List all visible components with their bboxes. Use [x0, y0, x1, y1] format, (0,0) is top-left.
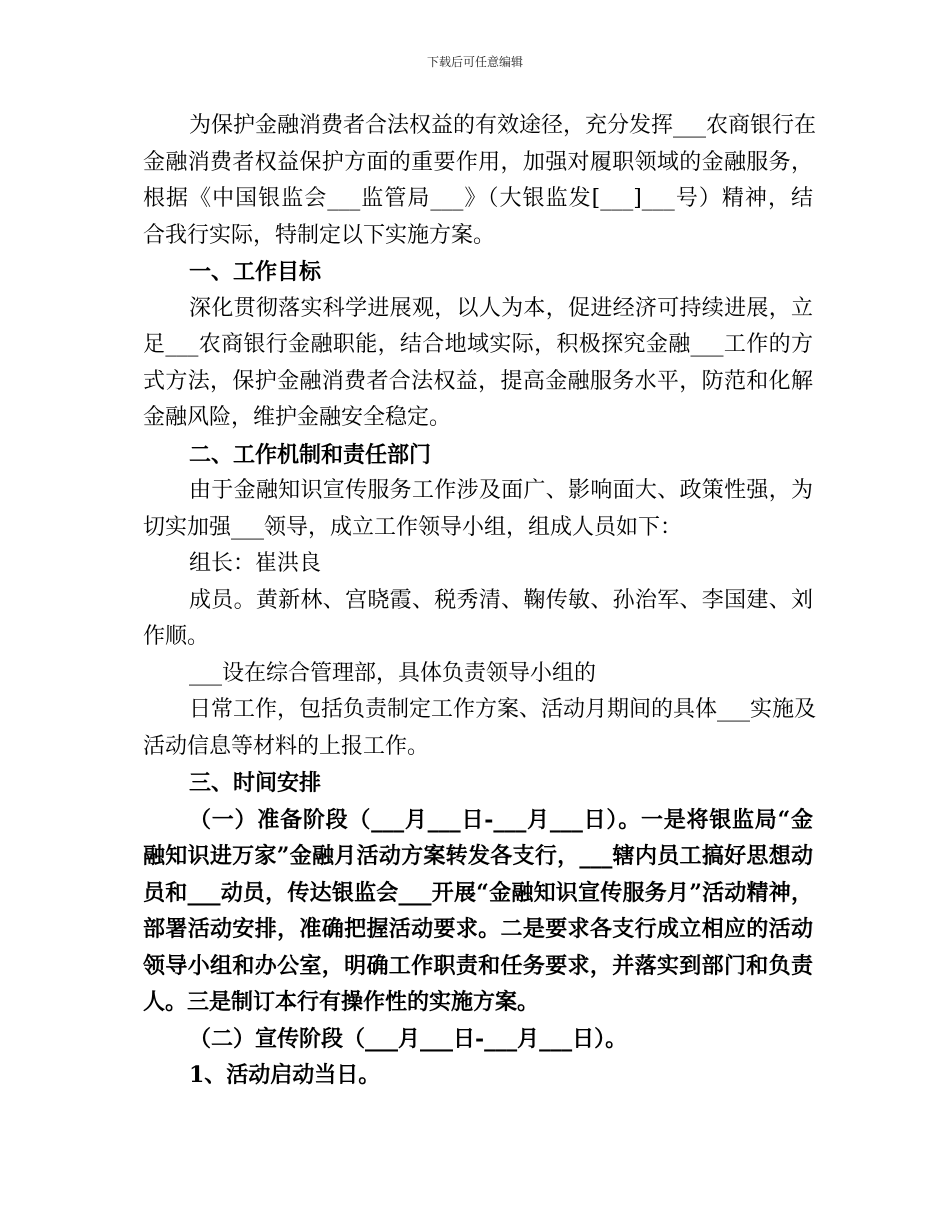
body-line: （一）准备阶段（___月___日-___月___日）。一是将银监局“金: [189, 806, 813, 833]
body-line: 金融风险，维护金融安全稳定。: [143, 405, 452, 430]
body-line: 深化贯彻落实科学进展观，以人为本，促进经济可持续进展，立: [189, 295, 813, 321]
body-line: 根据《中国银监会___监管局___》（大银监发[___]___号）精神，结: [143, 186, 813, 211]
body-line: 组长：崔洪良: [189, 551, 322, 576]
body-line: 切实加强___领导，成立工作领导小组，组成人员如下：: [143, 514, 683, 540]
body-line: 活动信息等材料的上报工作。: [143, 733, 430, 759]
body-line: 足___农商银行金融职能，结合地域实际，积极探究金融___工作的方: [143, 332, 813, 357]
body-line: 人。三是制订本行有操作性的实施方案。: [143, 989, 540, 1015]
body-line: 员和___动员，传达银监会___开展“金融知识宣传服务月”活动精神，: [143, 879, 813, 906]
body-line: 融知识进万家”金融月活动方案转发各支行，___辖内员工搞好思想动: [143, 843, 813, 869]
section-heading: 三、时间安排: [189, 770, 322, 796]
body-line: 日常工作，包括负责制定工作方案、活动月期间的具体___实施及: [189, 697, 817, 722]
body-line: 部署活动安排，准确把握活动要求。二是要求各支行成立相应的活动: [143, 916, 813, 942]
section-heading: 一、工作目标: [189, 259, 322, 285]
body-line: 成员。黄新林、宫晓霞、税秀清、鞠传敏、孙治军、李国建、刘: [189, 587, 813, 613]
subsection-heading: 1、活动启动当日。: [189, 1062, 381, 1088]
body-line: 式方法，保护金融消费者合法权益，提高金融服务水平，防范和化解: [143, 368, 813, 394]
subsection-heading: （二）宣传阶段（___月___日-___月___日）。: [189, 1025, 628, 1052]
body-line: 为保护金融消费者合法权益的有效途径，充分发挥___农商银行在: [189, 113, 817, 138]
section-heading: 二、工作机制和责任部门: [189, 441, 432, 468]
page-header: 下载后可任意编辑: [426, 55, 523, 69]
body-line: 领导小组和办公室，明确工作职责和任务要求，并落实到部门和负责: [143, 952, 813, 979]
body-line: ___设在综合管理部，具体负责领导小组的: [189, 660, 597, 686]
body-line: 由于金融知识宣传服务工作涉及面广、影响面大、政策性强，为: [189, 478, 813, 503]
body-line: 金融消费者权益保护方面的重要作用，加强对履职领域的金融服务，: [143, 149, 813, 175]
document-body: [143, 108, 817, 1094]
body-line: 合我行实际，特制定以下实施方案。: [143, 222, 496, 248]
body-line: 作顺。: [143, 624, 210, 649]
